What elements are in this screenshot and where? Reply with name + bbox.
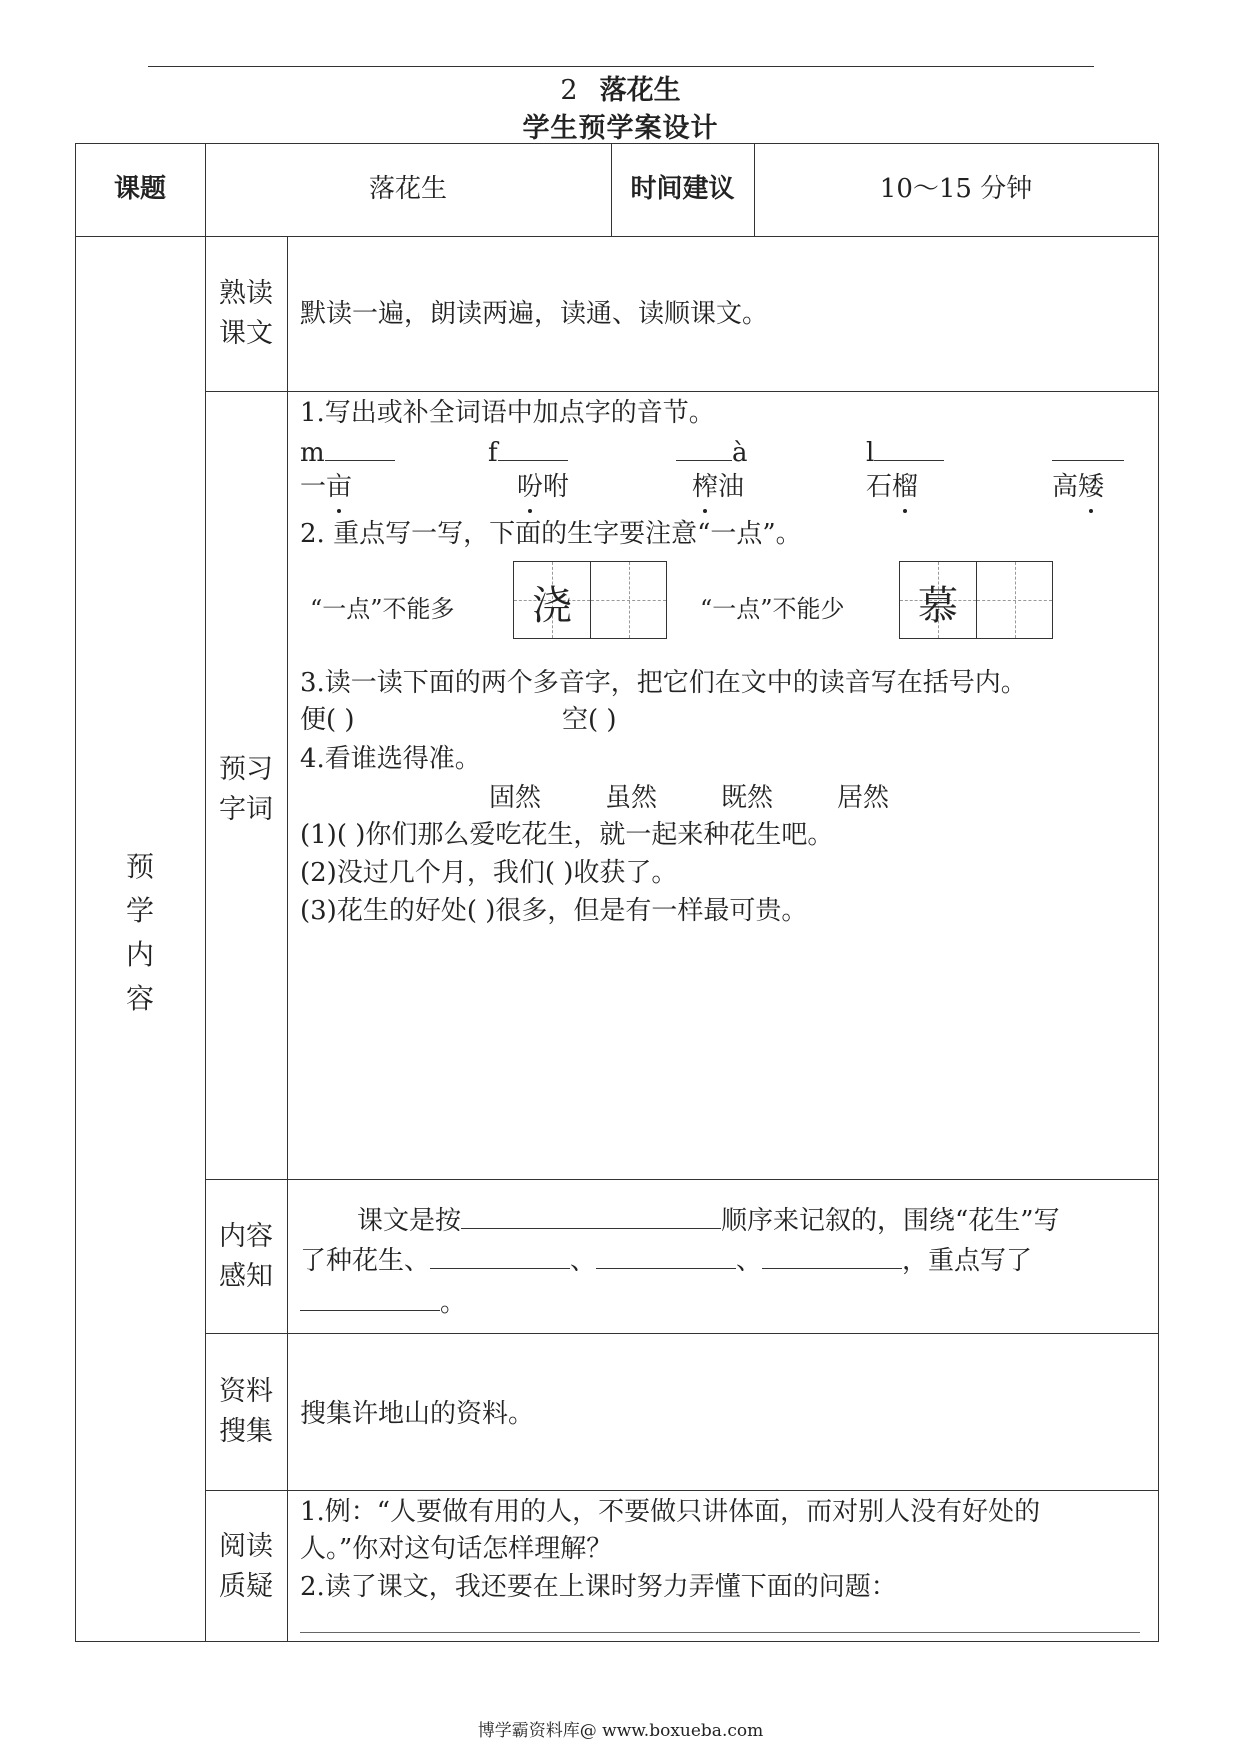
word-yimu: 一亩 xyxy=(300,468,352,506)
read-text-content: 默读一遍，朗读两遍，读通、读顺课文。 xyxy=(300,299,769,329)
char-jiao: 浇 xyxy=(532,583,572,629)
pinyin-blank-4[interactable]: l xyxy=(866,432,944,472)
materials-label: 资料 搜集 xyxy=(219,1376,273,1447)
header-rule xyxy=(148,66,1094,67)
pinyin-blank-2[interactable]: f xyxy=(488,432,568,472)
lesson-title xyxy=(0,68,1241,107)
writing-grid-more[interactable] xyxy=(513,561,667,639)
pinyin-blank-3[interactable]: à xyxy=(676,432,748,472)
read-text-label: 熟读 课文 xyxy=(219,278,273,349)
preview-q4: 4.看谁选得准。 xyxy=(300,744,481,774)
option-jiran: 既然 xyxy=(721,783,774,813)
content-perception-label: 内容 感知 xyxy=(219,1221,273,1292)
option-juran: 居然 xyxy=(837,783,890,813)
answer-line[interactable] xyxy=(300,1632,1140,1633)
choice-item-2[interactable]: (2)没过几个月，我们( )收获了。 xyxy=(300,858,678,888)
one-dot-less-label: “一点”不能少 xyxy=(700,595,845,623)
choice-item-3[interactable]: (3)花生的好处( )很多，但是有一样最可贵。 xyxy=(300,896,808,926)
polyphone-bian[interactable]: 便( ) xyxy=(300,705,355,735)
option-guran: 固然 xyxy=(489,783,542,813)
word-shiliu: 石榴 xyxy=(866,468,918,506)
perception-line-2[interactable]: 了种花生、 、 、 ，重点写了 xyxy=(300,1240,1032,1280)
option-suiran: 虽然 xyxy=(605,783,658,813)
lesson-number: 2 xyxy=(560,75,578,106)
time-label: 时间建议 xyxy=(630,174,735,204)
page-subtitle: 学生预学案设计 xyxy=(522,113,719,144)
topic-label: 课题 xyxy=(113,174,166,204)
preview-q1: 1.写出或补全词语中加点字的音节。 xyxy=(300,398,715,428)
preview-q2: 2. 重点写一写，下面的生字要注意“一点”。 xyxy=(300,519,802,549)
reading-q2: 2.读了课文，我还要在上课时努力弄懂下面的问题： xyxy=(300,1572,897,1602)
word-gaoai: 高矮 xyxy=(1052,468,1104,506)
perception-line-3[interactable]: 。 xyxy=(300,1282,466,1322)
time-value: 10～15 分钟 xyxy=(879,174,1033,204)
perception-line-1[interactable]: 课文是按 顺序来记叙的，围绕“花生”写 xyxy=(357,1200,1060,1240)
one-dot-more-label: “一点”不能多 xyxy=(310,595,455,623)
lesson-name: 落花生 xyxy=(599,75,681,106)
word-fenfu: 吩咐 xyxy=(517,468,569,506)
reading-questions-label: 阅读 质疑 xyxy=(219,1531,273,1602)
topic-value: 落花生 xyxy=(368,174,447,204)
reading-q1-line-1: 1.例：“人要做有用的人，不要做只讲体面，而对别人没有好处的 xyxy=(300,1497,1041,1527)
materials-content: 搜集许地山的资料。 xyxy=(300,1399,535,1429)
polyphone-kong[interactable]: 空( ) xyxy=(562,705,617,735)
choice-item-1[interactable]: (1)( )你们那么爱吃花生，就一起来种花生吧。 xyxy=(300,820,834,850)
preview-words-label: 预习 字词 xyxy=(219,754,273,825)
reading-q1-line-2: 人。”你对这句话怎样理解？ xyxy=(300,1534,613,1564)
char-mu: 慕 xyxy=(918,583,958,629)
preview-q3: 3.读一读下面的两个多音字，把它们在文中的读音写在括号内。 xyxy=(300,668,1027,698)
footer-source: 博学霸资料库@ www.boxueba.com xyxy=(477,1721,764,1741)
pinyin-blank-1[interactable]: m xyxy=(300,432,395,472)
writing-grid-less[interactable] xyxy=(899,561,1053,639)
word-zhayou: 榨油 xyxy=(692,468,744,506)
pinyin-blank-5[interactable] xyxy=(1052,432,1124,472)
section-label-preview-content: 预 学 内 容 xyxy=(125,850,154,1015)
